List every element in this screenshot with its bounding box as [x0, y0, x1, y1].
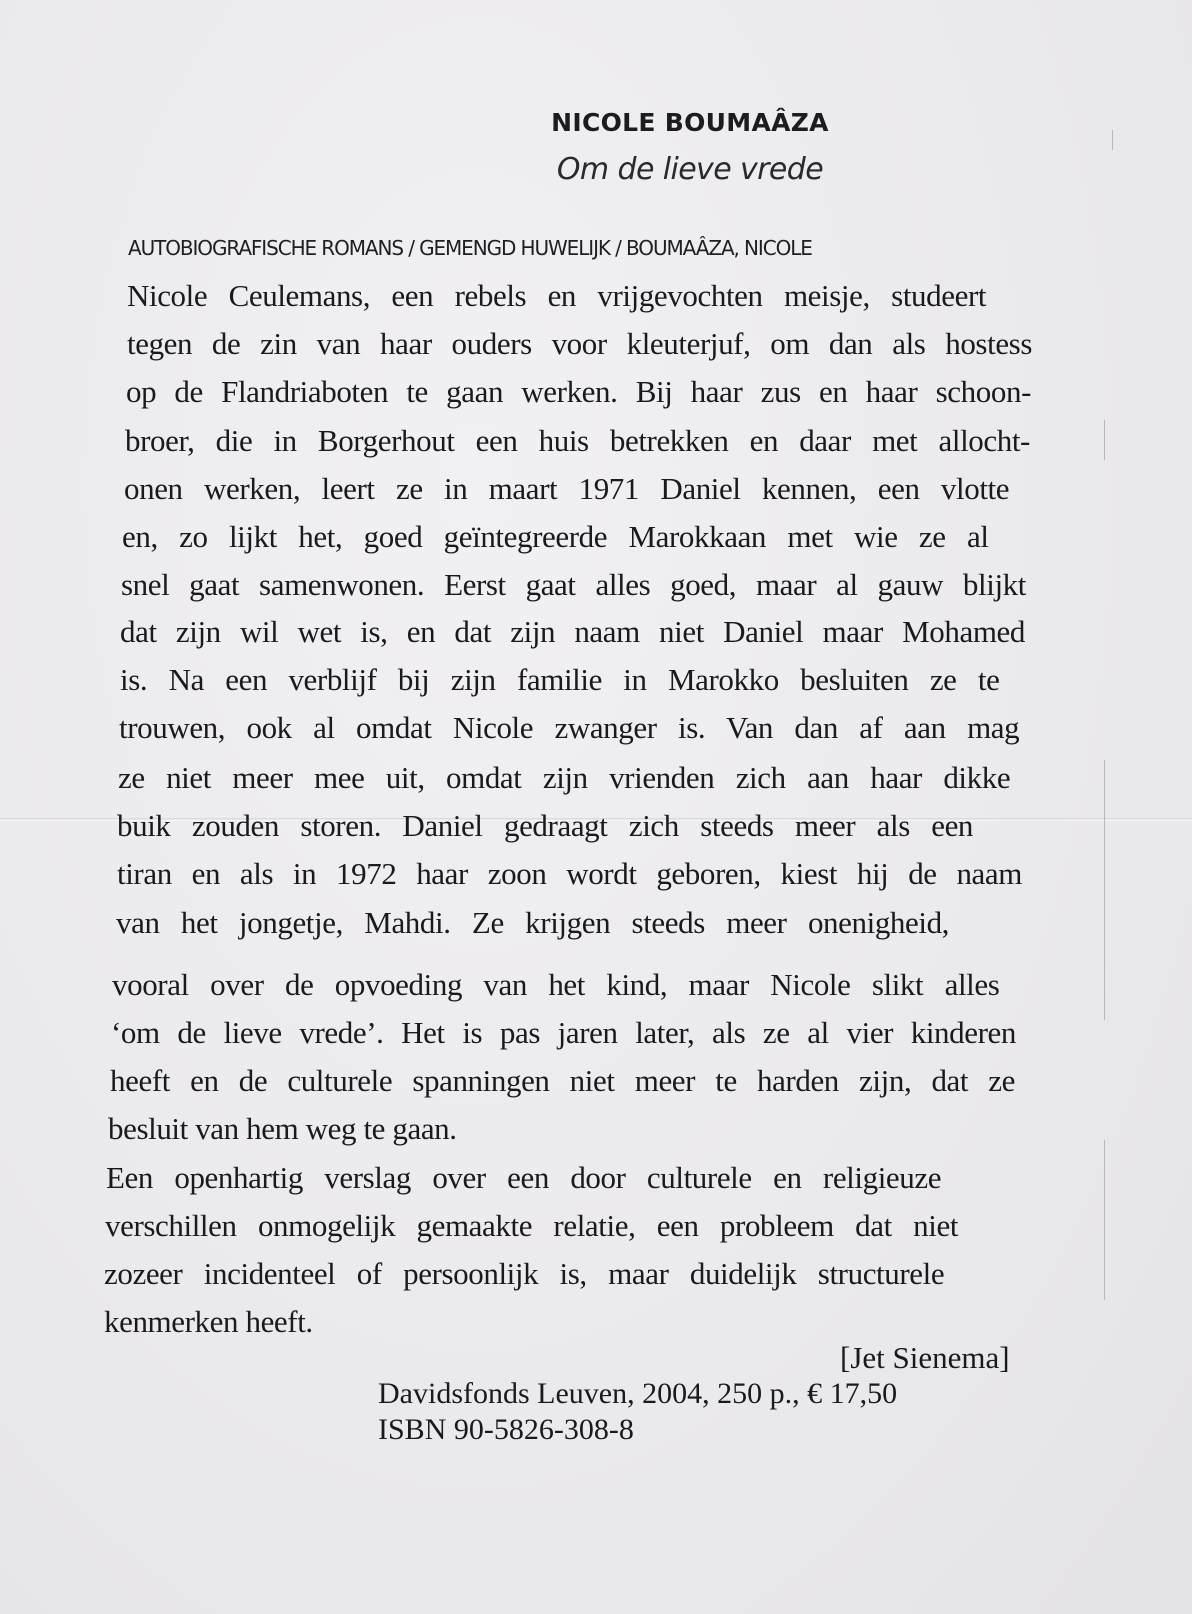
- review-line: is. Na een verblijf bij zijn familie in Marokko besluiten ze te: [120, 662, 1000, 697]
- review-line: van het jongetje, Mahdi. Ze krijgen steeds meer onenigheid,: [116, 905, 950, 940]
- isbn: ISBN 90-5826-308-8: [378, 1413, 634, 1446]
- review-line: Nicole Ceulemans, een rebels en vrijgevochten meisje, studeert: [127, 278, 987, 313]
- review-line: en, zo lijkt het, goed geïntegreerde Marokkaan met wie ze al: [122, 519, 989, 554]
- review-line: vooral over de opvoeding van het kind, maar Nicole slikt alles: [112, 967, 1000, 1002]
- scan-mark: [1104, 1140, 1105, 1300]
- review-line: besluit van hem weg te gaan.: [108, 1111, 457, 1146]
- review-line: buik zouden storen. Daniel gedraagt zich steeds meer als een: [117, 808, 974, 843]
- author-text: NICOLE BOUMAÂZA: [551, 108, 829, 137]
- review-line: op de Flandriaboten te gaan werken. Bij haar zus en haar schoon-: [126, 374, 1031, 409]
- review-line: ‘om de lieve vrede’. Het is pas jaren later, als ze al vier kinderen: [111, 1015, 1016, 1050]
- author-name: [0, 108, 1192, 137]
- book-title: [0, 152, 1192, 187]
- review-line: zozeer incidenteel of persoonlijk is, maar duidelijk structurele: [104, 1256, 945, 1291]
- review-line: kenmerken heeft.: [104, 1304, 313, 1339]
- scan-mark: [1104, 760, 1105, 1020]
- review-line: tiran en als in 1972 haar zoon wordt geboren, kiest hij de naam: [117, 856, 1022, 891]
- review-line: heeft en de culturele spanningen niet meer te harden zijn, dat ze: [110, 1063, 1015, 1098]
- publication-info: [378, 1376, 897, 1448]
- title-text: Om de lieve vrede: [556, 152, 824, 187]
- scan-mark: [1104, 420, 1105, 460]
- review-line: snel gaat samenwonen. Eerst gaat alles goed, maar al gauw blijkt: [121, 567, 1026, 602]
- review-line: tegen de zin van haar ouders voor kleuterjuf, om dan als hostess: [127, 326, 1032, 361]
- review-line: verschillen onmogelijk gemaakte relatie, een probleem dat niet: [105, 1208, 959, 1243]
- review-line: onen werken, leert ze in maart 1971 Daniel kennen, een vlotte: [124, 471, 1010, 506]
- reviewer-signature: [Jet Sienema]: [840, 1340, 1010, 1375]
- review-line: Een openhartig verslag over een door culturele en religieuze: [106, 1160, 942, 1195]
- publisher-line: Davidsfonds Leuven, 2004, 250 p., € 17,50: [378, 1377, 898, 1410]
- review-line: ze niet meer mee uit, omdat zijn vrienden zich aan haar dikke: [118, 760, 1011, 795]
- review-line: trouwen, ook al omdat Nicole zwanger is. Van dan af aan mag: [119, 710, 1020, 745]
- subject-keywords: AUTOBIOGRAFISCHE ROMANS / GEMENGD HUWELIJK / BOUMAÂZA, NICOLE: [128, 236, 812, 260]
- review-line: broer, die in Borgerhout een huis betrekken en daar met allocht-: [125, 423, 1030, 458]
- review-line: dat zijn wil wet is, en dat zijn naam niet Daniel maar Mohamed: [120, 614, 1025, 649]
